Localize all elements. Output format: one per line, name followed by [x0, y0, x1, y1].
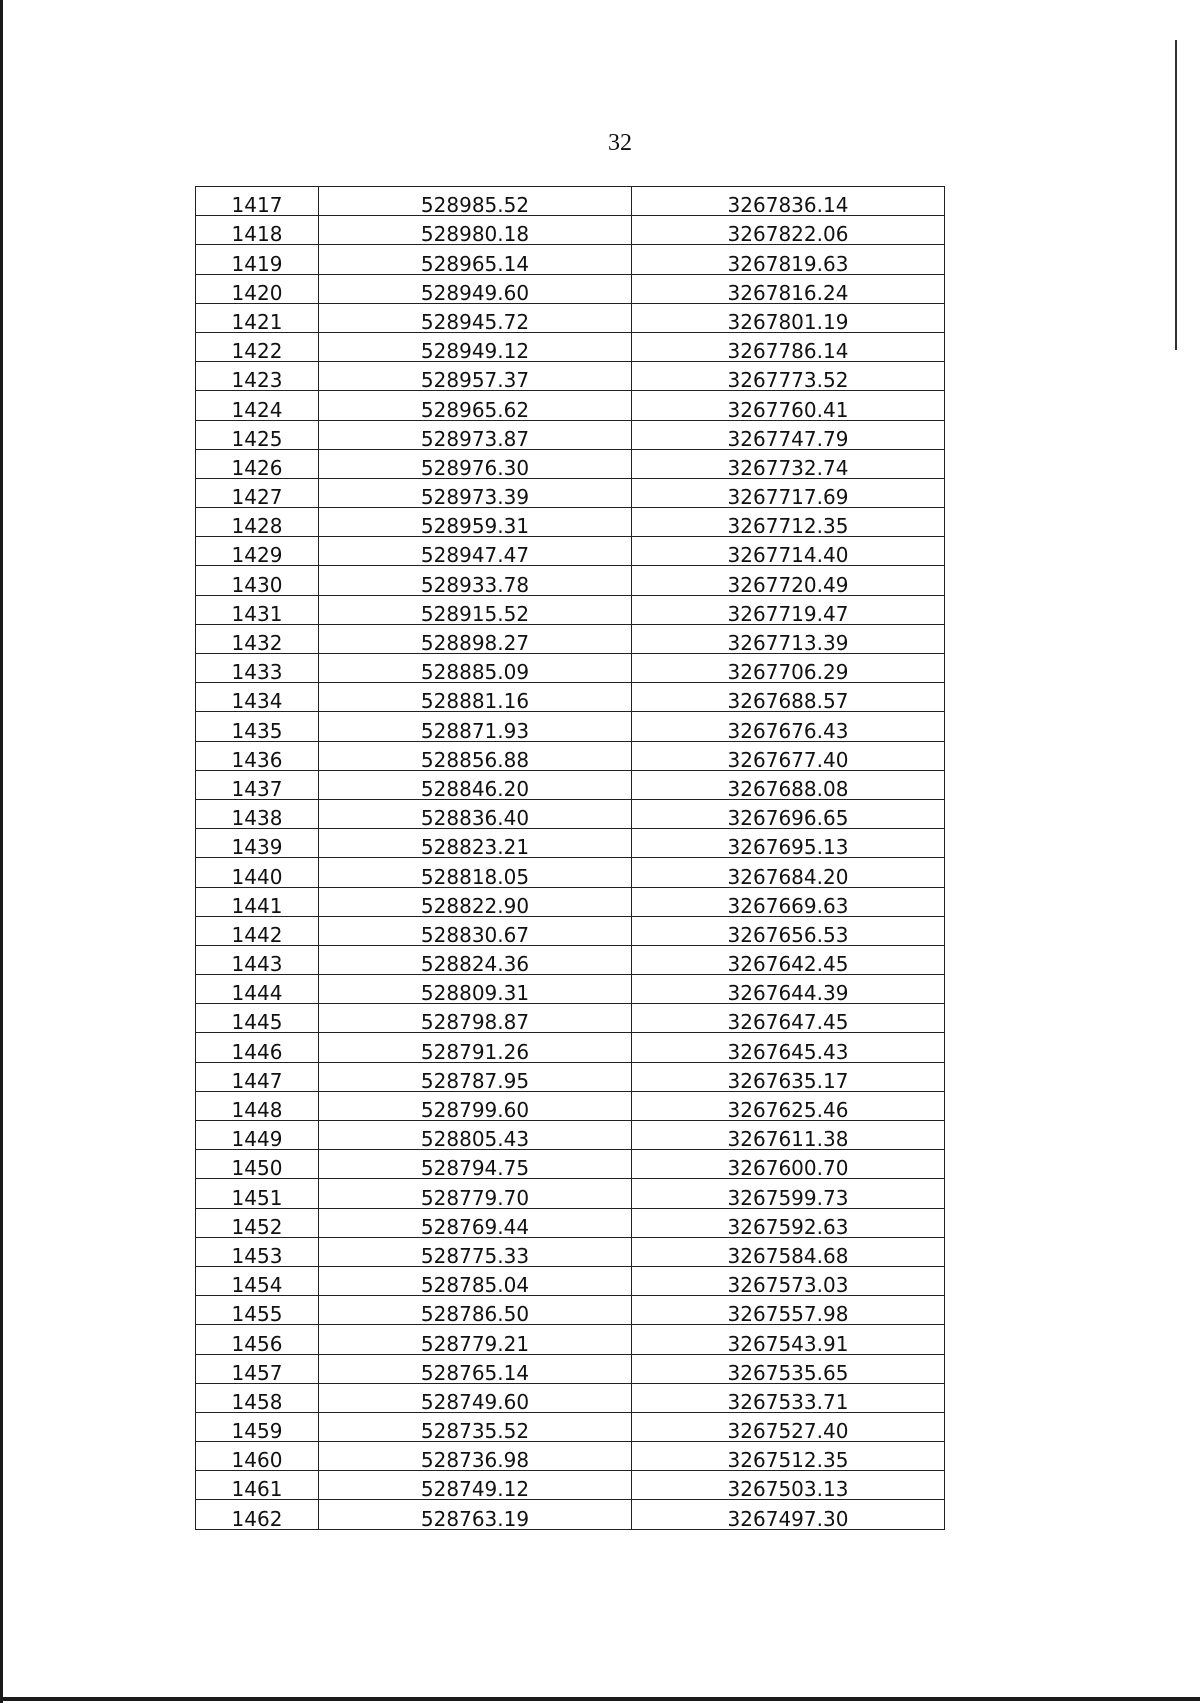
x-coordinate-cell: 528846.20	[319, 770, 632, 799]
table-row	[196, 1500, 945, 1529]
point-id-cell: 1424	[196, 391, 319, 420]
point-id-cell: 1441	[196, 887, 319, 916]
y-coordinate-cell: 3267656.53	[632, 916, 945, 945]
table-row	[196, 508, 945, 537]
x-coordinate-cell: 528985.52	[319, 187, 632, 216]
y-coordinate-cell: 3267760.41	[632, 391, 945, 420]
point-id-cell: 1448	[196, 1091, 319, 1120]
x-coordinate-cell: 528947.47	[319, 537, 632, 566]
table-row	[196, 916, 945, 945]
table-row	[196, 741, 945, 770]
point-id-cell: 1428	[196, 508, 319, 537]
point-id-cell: 1419	[196, 245, 319, 274]
point-id-cell: 1418	[196, 216, 319, 245]
x-coordinate-cell: 528959.31	[319, 508, 632, 537]
y-coordinate-cell: 3267676.43	[632, 712, 945, 741]
x-coordinate-cell: 528949.12	[319, 332, 632, 361]
x-coordinate-cell: 528898.27	[319, 624, 632, 653]
point-id-cell: 1444	[196, 975, 319, 1004]
y-coordinate-cell: 3267717.69	[632, 478, 945, 507]
point-id-cell: 1434	[196, 683, 319, 712]
x-coordinate-cell: 528749.60	[319, 1383, 632, 1412]
y-coordinate-cell: 3267497.30	[632, 1500, 945, 1529]
x-coordinate-cell: 528822.90	[319, 887, 632, 916]
x-coordinate-cell: 528779.21	[319, 1325, 632, 1354]
table-row	[196, 1412, 945, 1441]
table-row	[196, 624, 945, 653]
x-coordinate-cell: 528973.87	[319, 420, 632, 449]
y-coordinate-cell: 3267836.14	[632, 187, 945, 216]
y-coordinate-cell: 3267696.65	[632, 799, 945, 828]
table-row	[196, 1062, 945, 1091]
y-coordinate-cell: 3267714.40	[632, 537, 945, 566]
y-coordinate-cell: 3267584.68	[632, 1237, 945, 1266]
point-id-cell: 1425	[196, 420, 319, 449]
table-row	[196, 478, 945, 507]
page-edge-left	[0, 0, 3, 1703]
y-coordinate-cell: 3267625.46	[632, 1091, 945, 1120]
table-row	[196, 1033, 945, 1062]
x-coordinate-cell: 528786.50	[319, 1296, 632, 1325]
table-row	[196, 595, 945, 624]
table-row	[196, 449, 945, 478]
point-id-cell: 1423	[196, 362, 319, 391]
point-id-cell: 1430	[196, 566, 319, 595]
y-coordinate-cell: 3267512.35	[632, 1442, 945, 1471]
table-row	[196, 858, 945, 887]
y-coordinate-cell: 3267712.35	[632, 508, 945, 537]
point-id-cell: 1429	[196, 537, 319, 566]
y-coordinate-cell: 3267527.40	[632, 1412, 945, 1441]
y-coordinate-cell: 3267819.63	[632, 245, 945, 274]
y-coordinate-cell: 3267720.49	[632, 566, 945, 595]
y-coordinate-cell: 3267533.71	[632, 1383, 945, 1412]
y-coordinate-cell: 3267677.40	[632, 741, 945, 770]
x-coordinate-cell: 528735.52	[319, 1412, 632, 1441]
table-row	[196, 1442, 945, 1471]
y-coordinate-cell: 3267645.43	[632, 1033, 945, 1062]
point-id-cell: 1462	[196, 1500, 319, 1529]
table-row	[196, 1354, 945, 1383]
table-row	[196, 274, 945, 303]
x-coordinate-cell: 528881.16	[319, 683, 632, 712]
y-coordinate-cell: 3267599.73	[632, 1179, 945, 1208]
table-row	[196, 683, 945, 712]
table-row	[196, 1383, 945, 1412]
table-row	[196, 420, 945, 449]
x-coordinate-cell: 528933.78	[319, 566, 632, 595]
x-coordinate-cell: 528980.18	[319, 216, 632, 245]
table-row	[196, 1266, 945, 1295]
coordinates-table	[195, 186, 945, 1530]
x-coordinate-cell: 528824.36	[319, 945, 632, 974]
point-id-cell: 1421	[196, 303, 319, 332]
x-coordinate-cell: 528973.39	[319, 478, 632, 507]
x-coordinate-cell: 528915.52	[319, 595, 632, 624]
point-id-cell: 1436	[196, 741, 319, 770]
y-coordinate-cell: 3267719.47	[632, 595, 945, 624]
y-coordinate-cell: 3267747.79	[632, 420, 945, 449]
point-id-cell: 1437	[196, 770, 319, 799]
point-id-cell: 1447	[196, 1062, 319, 1091]
x-coordinate-cell: 528965.62	[319, 391, 632, 420]
x-coordinate-cell: 528871.93	[319, 712, 632, 741]
x-coordinate-cell: 528791.26	[319, 1033, 632, 1062]
point-id-cell: 1455	[196, 1296, 319, 1325]
point-id-cell: 1454	[196, 1266, 319, 1295]
x-coordinate-cell: 528798.87	[319, 1004, 632, 1033]
x-coordinate-cell: 528775.33	[319, 1237, 632, 1266]
table-row	[196, 654, 945, 683]
point-id-cell: 1438	[196, 799, 319, 828]
point-id-cell: 1451	[196, 1179, 319, 1208]
point-id-cell: 1457	[196, 1354, 319, 1383]
point-id-cell: 1417	[196, 187, 319, 216]
point-id-cell: 1422	[196, 332, 319, 361]
point-id-cell: 1459	[196, 1412, 319, 1441]
point-id-cell: 1453	[196, 1237, 319, 1266]
y-coordinate-cell: 3267557.98	[632, 1296, 945, 1325]
page-edge-bottom	[0, 1697, 1200, 1701]
point-id-cell: 1432	[196, 624, 319, 653]
y-coordinate-cell: 3267688.08	[632, 770, 945, 799]
table-row	[196, 1091, 945, 1120]
coordinates-table-body	[196, 187, 945, 1530]
y-coordinate-cell: 3267732.74	[632, 449, 945, 478]
x-coordinate-cell: 528763.19	[319, 1500, 632, 1529]
y-coordinate-cell: 3267816.24	[632, 274, 945, 303]
point-id-cell: 1439	[196, 829, 319, 858]
table-row	[196, 391, 945, 420]
x-coordinate-cell: 528818.05	[319, 858, 632, 887]
table-row	[196, 1471, 945, 1500]
y-coordinate-cell: 3267669.63	[632, 887, 945, 916]
table-row	[196, 829, 945, 858]
point-id-cell: 1427	[196, 478, 319, 507]
x-coordinate-cell: 528785.04	[319, 1266, 632, 1295]
table-row	[196, 187, 945, 216]
point-id-cell: 1442	[196, 916, 319, 945]
x-coordinate-cell: 528957.37	[319, 362, 632, 391]
table-row	[196, 362, 945, 391]
table-row	[196, 216, 945, 245]
point-id-cell: 1452	[196, 1208, 319, 1237]
y-coordinate-cell: 3267573.03	[632, 1266, 945, 1295]
table-row	[196, 303, 945, 332]
y-coordinate-cell: 3267611.38	[632, 1121, 945, 1150]
x-coordinate-cell: 528765.14	[319, 1354, 632, 1383]
table-row	[196, 1179, 945, 1208]
point-id-cell: 1458	[196, 1383, 319, 1412]
x-coordinate-cell: 528787.95	[319, 1062, 632, 1091]
x-coordinate-cell: 528799.60	[319, 1091, 632, 1120]
point-id-cell: 1460	[196, 1442, 319, 1471]
y-coordinate-cell: 3267635.17	[632, 1062, 945, 1091]
table-row	[196, 945, 945, 974]
table-row	[196, 1004, 945, 1033]
x-coordinate-cell: 528769.44	[319, 1208, 632, 1237]
x-coordinate-cell: 528794.75	[319, 1150, 632, 1179]
table-row	[196, 1325, 945, 1354]
x-coordinate-cell: 528805.43	[319, 1121, 632, 1150]
x-coordinate-cell: 528823.21	[319, 829, 632, 858]
x-coordinate-cell: 528965.14	[319, 245, 632, 274]
point-id-cell: 1443	[196, 945, 319, 974]
x-coordinate-cell: 528836.40	[319, 799, 632, 828]
scan-margin-line	[1175, 40, 1177, 350]
x-coordinate-cell: 528856.88	[319, 741, 632, 770]
x-coordinate-cell: 528749.12	[319, 1471, 632, 1500]
y-coordinate-cell: 3267688.57	[632, 683, 945, 712]
table-row	[196, 1237, 945, 1266]
point-id-cell: 1461	[196, 1471, 319, 1500]
table-row	[196, 566, 945, 595]
x-coordinate-cell: 528736.98	[319, 1442, 632, 1471]
point-id-cell: 1420	[196, 274, 319, 303]
table-row	[196, 1150, 945, 1179]
table-row	[196, 332, 945, 361]
table-row	[196, 975, 945, 1004]
y-coordinate-cell: 3267535.65	[632, 1354, 945, 1383]
point-id-cell: 1446	[196, 1033, 319, 1062]
y-coordinate-cell: 3267644.39	[632, 975, 945, 1004]
point-id-cell: 1433	[196, 654, 319, 683]
point-id-cell: 1431	[196, 595, 319, 624]
point-id-cell: 1435	[196, 712, 319, 741]
x-coordinate-cell: 528976.30	[319, 449, 632, 478]
page-number: 32	[608, 130, 632, 156]
x-coordinate-cell: 528949.60	[319, 274, 632, 303]
y-coordinate-cell: 3267684.20	[632, 858, 945, 887]
table-row	[196, 1296, 945, 1325]
table-row	[196, 887, 945, 916]
y-coordinate-cell: 3267695.13	[632, 829, 945, 858]
y-coordinate-cell: 3267543.91	[632, 1325, 945, 1354]
y-coordinate-cell: 3267801.19	[632, 303, 945, 332]
y-coordinate-cell: 3267822.06	[632, 216, 945, 245]
table-row	[196, 770, 945, 799]
point-id-cell: 1456	[196, 1325, 319, 1354]
point-id-cell: 1450	[196, 1150, 319, 1179]
x-coordinate-cell: 528830.67	[319, 916, 632, 945]
point-id-cell: 1426	[196, 449, 319, 478]
table-row	[196, 799, 945, 828]
y-coordinate-cell: 3267503.13	[632, 1471, 945, 1500]
y-coordinate-cell: 3267786.14	[632, 332, 945, 361]
y-coordinate-cell: 3267713.39	[632, 624, 945, 653]
table-row	[196, 1208, 945, 1237]
x-coordinate-cell: 528809.31	[319, 975, 632, 1004]
y-coordinate-cell: 3267600.70	[632, 1150, 945, 1179]
y-coordinate-cell: 3267642.45	[632, 945, 945, 974]
y-coordinate-cell: 3267706.29	[632, 654, 945, 683]
table-row	[196, 712, 945, 741]
y-coordinate-cell: 3267773.52	[632, 362, 945, 391]
table-row	[196, 1121, 945, 1150]
x-coordinate-cell: 528945.72	[319, 303, 632, 332]
point-id-cell: 1440	[196, 858, 319, 887]
y-coordinate-cell: 3267647.45	[632, 1004, 945, 1033]
table-row	[196, 537, 945, 566]
x-coordinate-cell: 528779.70	[319, 1179, 632, 1208]
y-coordinate-cell: 3267592.63	[632, 1208, 945, 1237]
table-row	[196, 245, 945, 274]
point-id-cell: 1445	[196, 1004, 319, 1033]
point-id-cell: 1449	[196, 1121, 319, 1150]
x-coordinate-cell: 528885.09	[319, 654, 632, 683]
